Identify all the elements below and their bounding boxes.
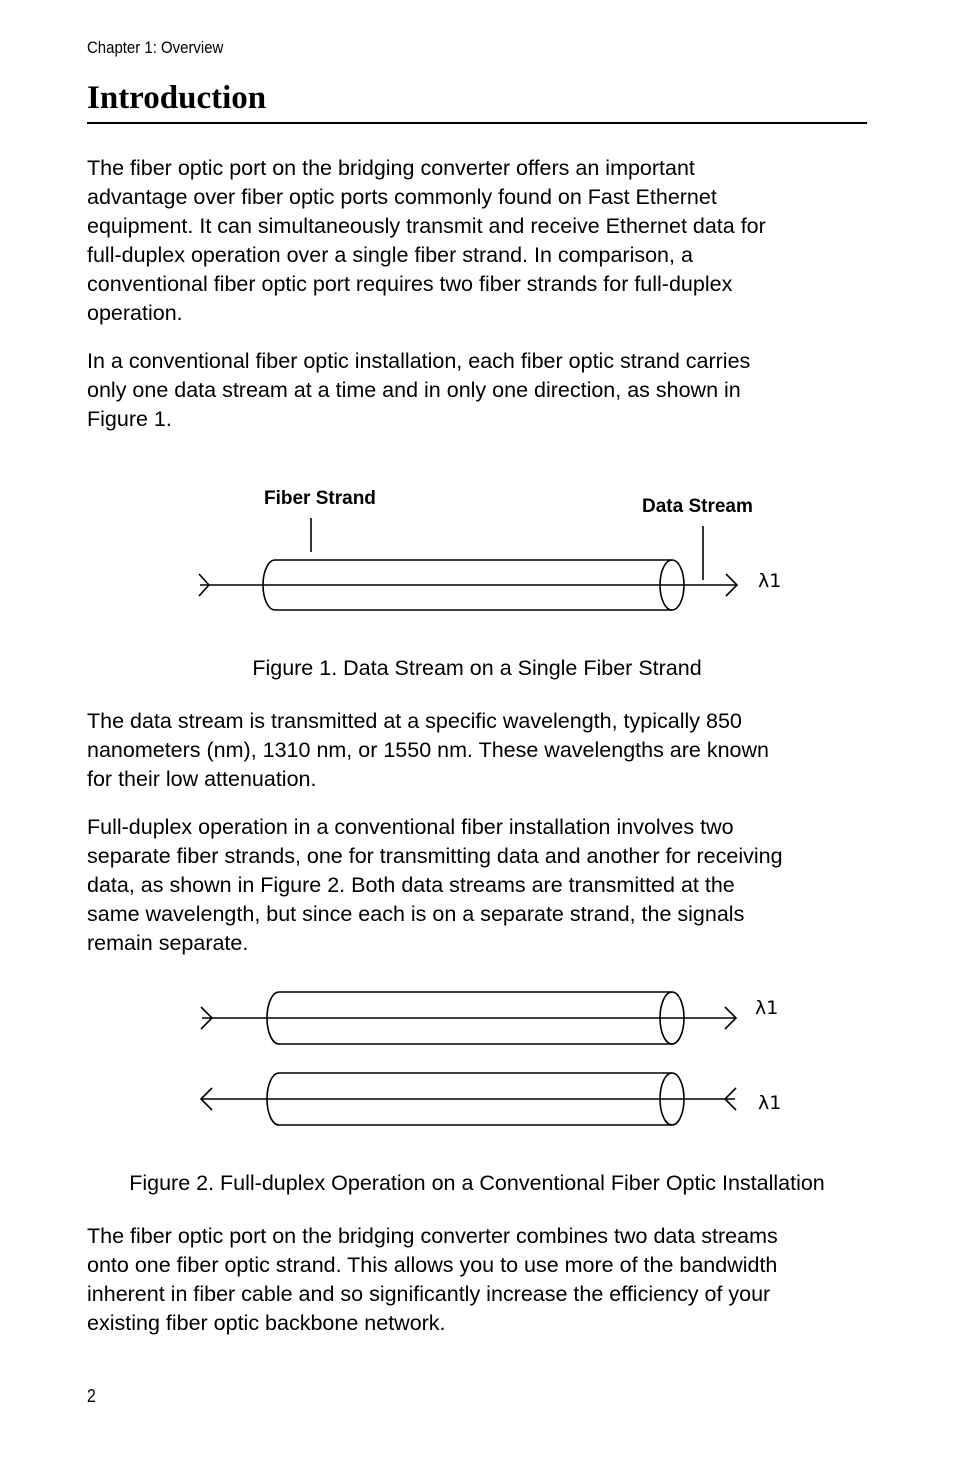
- title-rule: [87, 122, 867, 124]
- label-data-stream: Data Stream: [642, 496, 753, 517]
- running-head-chapter: Chapter 1: Overview: [87, 38, 224, 57]
- paragraph-wavelength: The data stream is transmitted at a specific wavelength, typically 850 nanometers (nm), 1310 nm, or 1550 nm. These wavelengths are known for their low attenuation.: [87, 709, 769, 791]
- figure-1-diagram: [0, 470, 954, 630]
- paragraph-conventional: In a conventional fiber optic installation, each fiber optic strand carries only one data stream at a time and in only one direction, as shown in Figure 1.: [87, 349, 751, 431]
- label-wavelength: λ1: [758, 570, 782, 592]
- paragraph-intro: The fiber optic port on the bridging converter offers an important advantage over fiber optic ports commonly found on Fast Ethernet equipment. It can simultaneously transmit and receive Ethernet data for full-duplex operation over a single fiber strand. In comparison, a conventional fiber optic port requires two fiber strands for full-duplex operation.: [87, 156, 766, 325]
- figure-2-caption: Figure 2. Full-duplex Operation on a Conventional Fiber Optic Installation: [129, 1171, 825, 1195]
- label-fiber-strand: Fiber Strand: [264, 488, 376, 509]
- label-wavelength-bottom: λ1: [758, 1092, 782, 1114]
- figure-1-caption: Figure 1. Data Stream on a Single Fiber Strand: [252, 656, 702, 680]
- section-title: Introduction: [87, 80, 267, 116]
- paragraph-full-duplex: Full-duplex operation in a conventional fiber installation involves two separate fiber strands, one for transmitting data and another for receiving data, as shown in Figure 2. Both data streams are transmitted at the same wavelength, but since each is on a separate strand, the signals remain separate.: [87, 815, 783, 955]
- label-wavelength-top: λ1: [755, 997, 779, 1019]
- paragraph-bridging: The fiber optic port on the bridging converter combines two data streams onto one fiber optic strand. This allows you to use more of the bandwidth inherent in fiber cable and so significantly increase the efficiency of your existing fiber optic backbone network.: [87, 1224, 778, 1335]
- page-number: 2: [87, 1386, 96, 1406]
- figure-2-diagram: [0, 985, 954, 1135]
